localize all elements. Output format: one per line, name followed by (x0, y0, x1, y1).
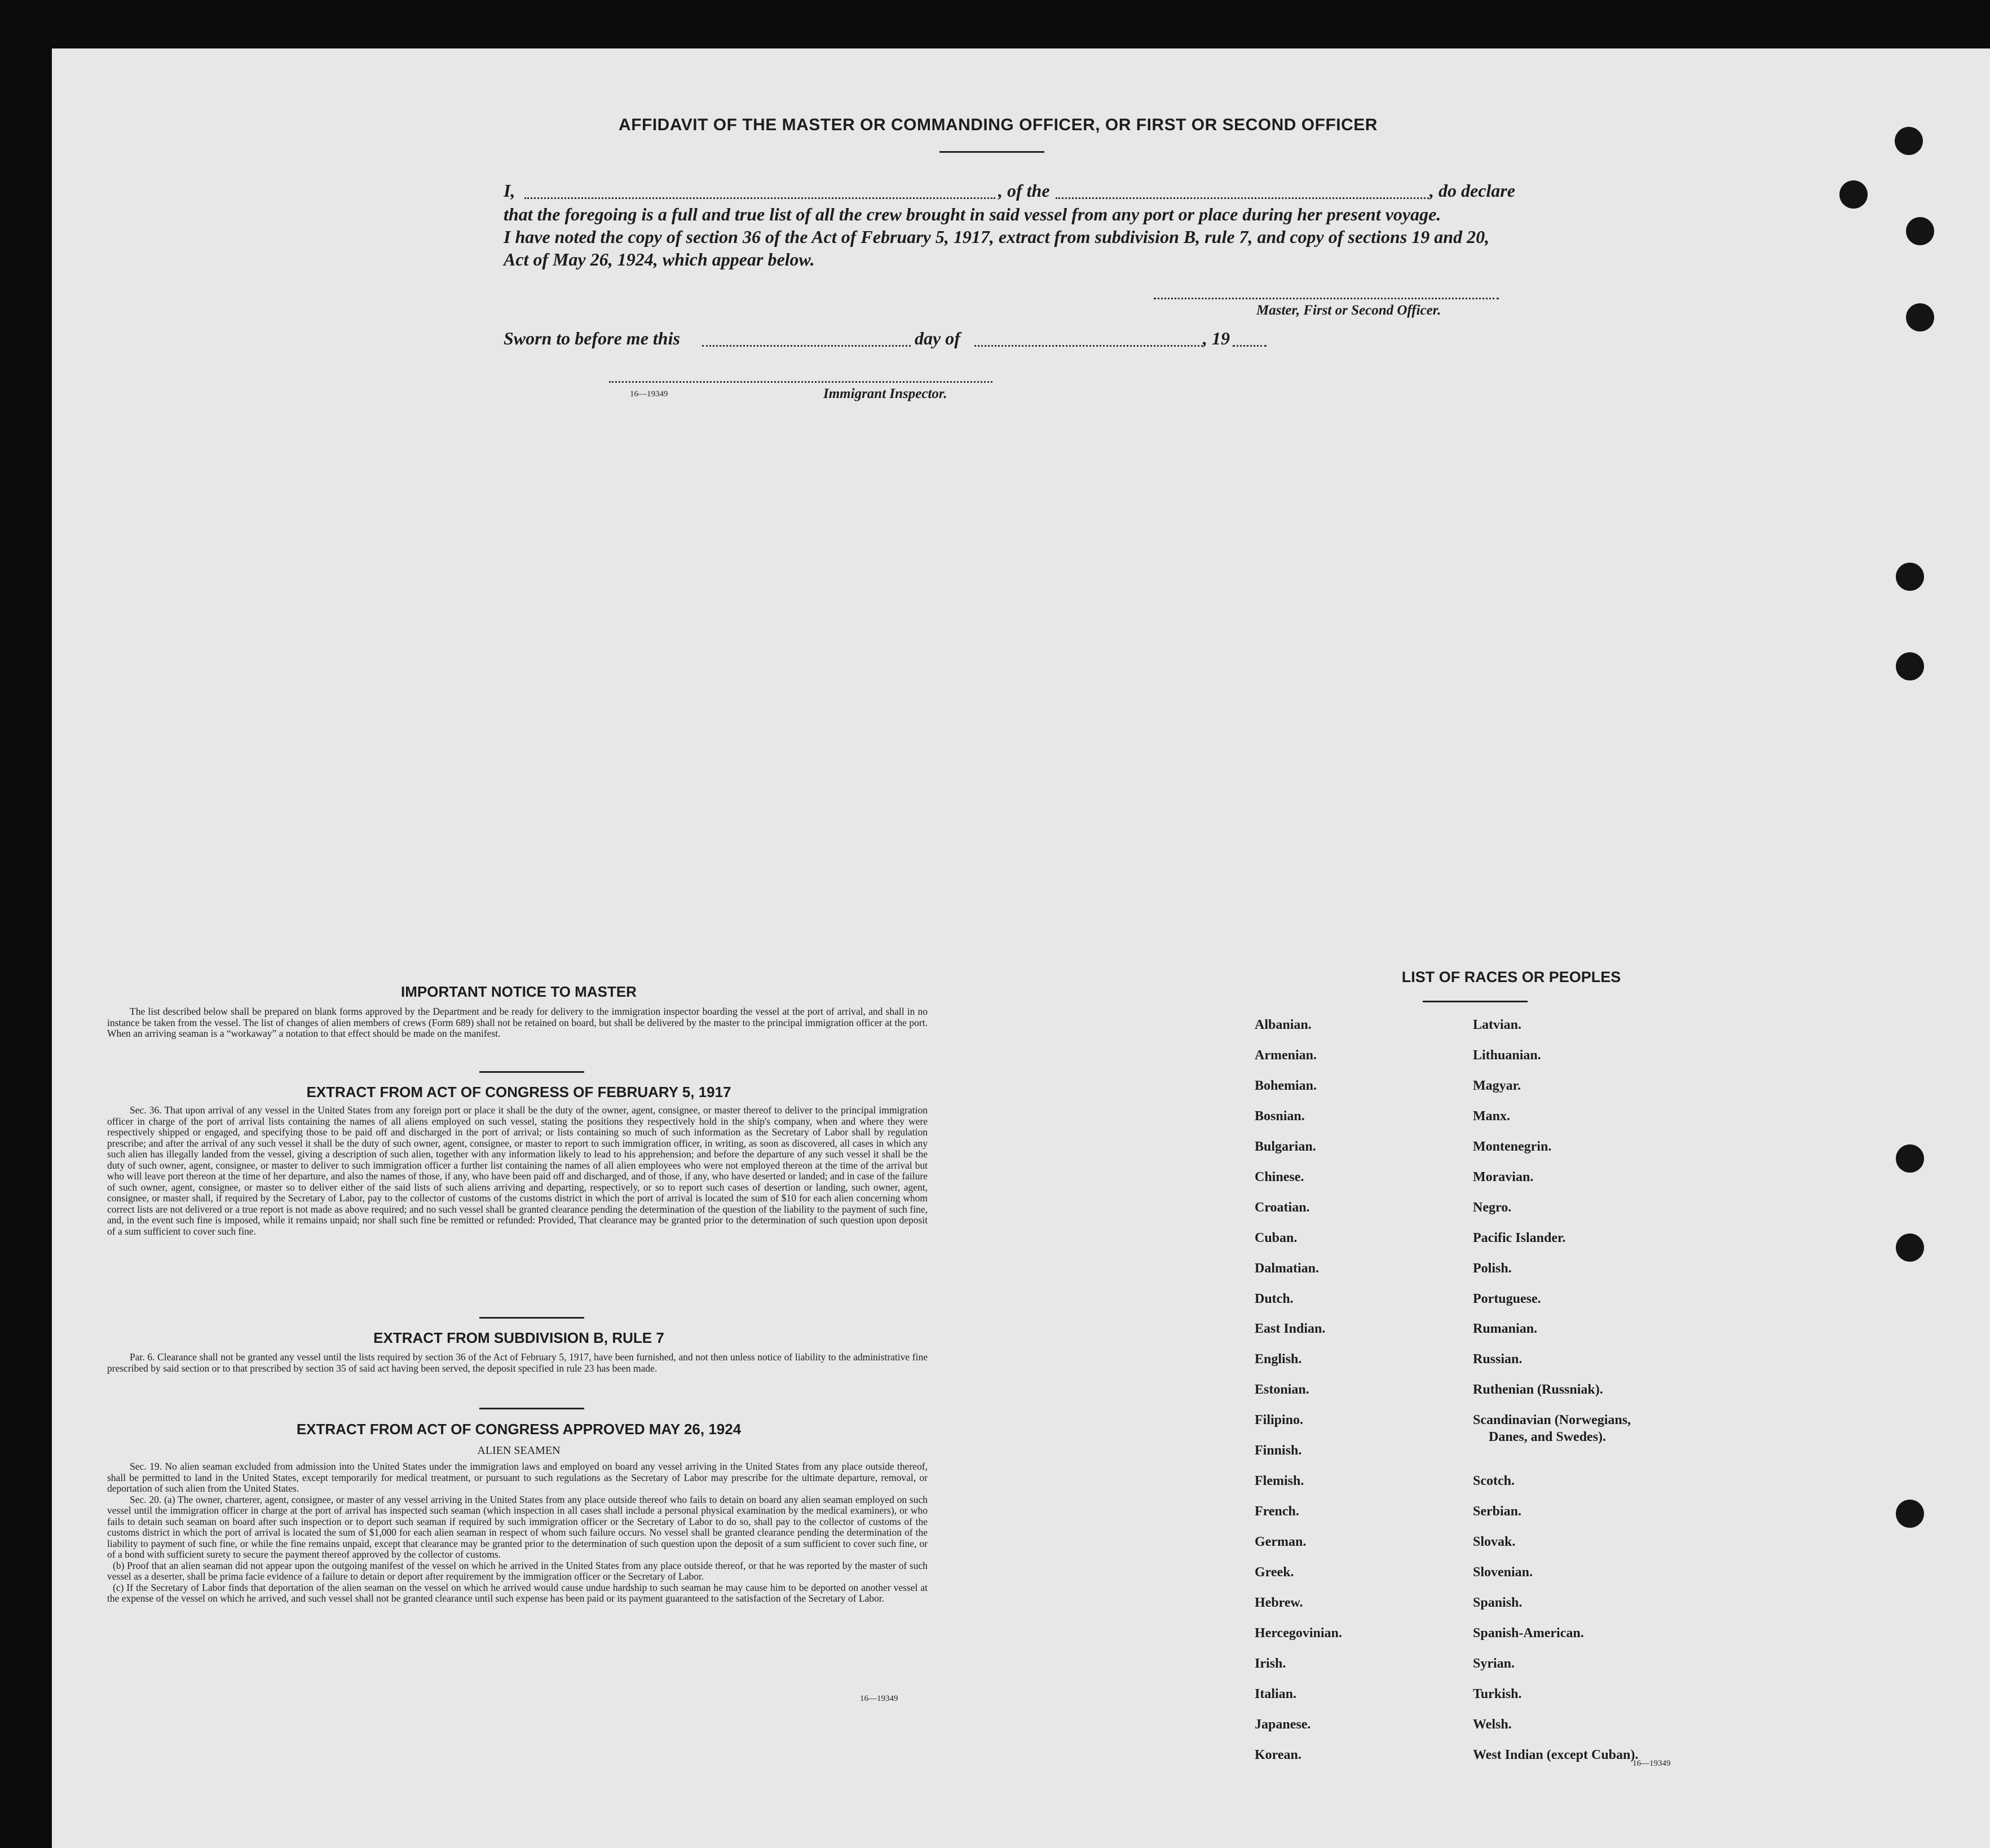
race-item: Italian. (1255, 1687, 1297, 1701)
race-item: Syrian. (1473, 1656, 1515, 1671)
race-item: Dutch. (1255, 1292, 1294, 1306)
races-title-underline (1423, 1001, 1528, 1002)
race-item: Moravian. (1473, 1170, 1534, 1184)
race-item: Russian. (1473, 1352, 1523, 1367)
notice-title: IMPORTANT NOTICE TO MASTER (401, 983, 637, 1000)
sec19-text: Sec. 19. No alien seaman excluded from admission into the United States under the immigration laws and employed on board any vessel arriving in the United States from any place outside thereof, shall be permitted to land in the United States, except temporarily for medical treatment, or pursuant to such regulations as the Secretary of Labor may prescribe for the ultimate departure, removal, or deportation of such alien from the United States. (107, 1461, 928, 1494)
race-item: Magyar. (1473, 1078, 1521, 1093)
affidavit-line-4: Act of May 26, 1924, which appear below. (504, 249, 815, 269)
sec20c-text: (c) If the Secretary of Labor finds that deportation of the alien seaman on the vessel on which he arrived would cause undue hardship to such seaman he may cause him to be deported on another vessel at the expense of the vessel on which he arrived, and such vessel shall not be granted clearance until such expense has been paid or its payment guaranteed to the satisfaction of the Secretary of Labor. (107, 1581, 928, 1604)
notice-divider (479, 1071, 584, 1073)
affidavit-do-declare-label: , do declare (1429, 180, 1515, 201)
vessel-name-field[interactable] (1056, 197, 1429, 199)
extract-1917-text: Sec. 36. That upon arrival of any vessel in the United States from any foreign port or place it shall be the duty of the owner, agent, consignee, or master thereof to deliver to the principal immigration officer in charge of the port of arrival lists containing the names of all aliens employed on such vessel, stating the positions they respectively hold in the ship's company, when and where they were respectively shipped or engaged, and specifying those to be paid off and discharged in the port of arrival; or lists containing so much of such information as the Secretary of Labor shall by regulation prescribe; and after the arrival of any such vessel it shall be the duty of such owner, agent, consignee, or master to report to such immigration officer, in writing, as soon as discovered, all cases in which any such alien has illegally landed from the vessel, giving a description of such alien, together with any information likely to lead to his apprehension; and before the departure of any such vessel it shall be the duty of such owner, agent, consignee, or master to deliver to such immigration officer a further list containing the names of all alien employees who were not employed thereon at the time of the arrival but who will leave port thereon at the time of her departure, and also the names of those, if any, who have been paid off and discharged, and of those, if any, who have deserted or landed; and in case of the failure of such owner, agent, consignee, or master so to deliver either of the said lists of such aliens arriving and departing, respectively, or so to report such cases of desertion or landing, such owner, agent, consignee, or master shall, if required by the Secretary of Labor, pay to the collector of customs of the customs district in which the port of arrival is located the sum of $10 for each alien concerning whom correct lists are not delivered or a true report is not made as above required; and no such vessel shall be granted clearance pending the determination of the question of the liability to the payment of such fine, and, in the event such fine is imposed, while it remains unpaid; nor shall such fine be remitted or refunded: Provided, That clearance may be granted prior to the determination of such question upon deposit of a sum sufficient to cover such fine. (107, 1104, 928, 1237)
race-item: Filipino. (1255, 1413, 1304, 1427)
rule7-title: EXTRACT FROM SUBDIVISION B, RULE 7 (373, 1329, 664, 1346)
race-item: Pacific Islander. (1473, 1231, 1566, 1245)
race-item: Irish. (1255, 1656, 1286, 1671)
race-item: Spanish. (1473, 1595, 1523, 1610)
race-item: Danes, and Swedes). (1489, 1430, 1607, 1444)
inspector-signature-field[interactable] (609, 381, 992, 383)
race-item: Latvian. (1473, 1018, 1522, 1032)
race-item: Greek. (1255, 1565, 1294, 1580)
race-item: Manx. (1473, 1109, 1510, 1124)
extract-1917-title: EXTRACT FROM ACT OF CONGRESS OF FEBRUARY 5, 1917 (306, 1084, 731, 1100)
rule7-text: Par. 6. Clearance shall not be granted any vessel until the lists required by section 36 of the Act of February 5, 1917, have been furnished, and not then unless notice of liability to the administrative fine prescribed by said section or to that prescribed by section 35 of said act having been served, the deposit specified in rule 23 has been made. (107, 1351, 928, 1374)
race-item: Welsh. (1473, 1717, 1512, 1732)
year-label: , 19 (1203, 328, 1230, 348)
race-item: Ruthenian (Russniak). (1473, 1382, 1603, 1397)
race-item: Bosnian. (1255, 1109, 1305, 1124)
rule7-divider (479, 1408, 584, 1409)
affidavit-of-the-label: , of the (998, 180, 1050, 201)
race-item: Armenian. (1255, 1048, 1317, 1063)
binder-hole (1839, 180, 1868, 209)
day-of-label: day of (915, 328, 960, 348)
race-item: German. (1255, 1535, 1307, 1549)
race-item: Dalmatian. (1255, 1261, 1319, 1276)
binder-hole (1896, 1500, 1924, 1528)
race-item: Slovak. (1473, 1535, 1516, 1549)
master-signature-caption: Master, First or Second Officer. (1256, 303, 1441, 318)
race-item: Chinese. (1255, 1170, 1304, 1184)
race-item: Hercegovinian. (1255, 1626, 1342, 1641)
sec20a-text: Sec. 20. (a) The owner, charterer, agent, consignee, or master of any vessel arriving in the United States from any place outside thereof who fails to detain on board any alien seaman employed on such vessel until the immigration officer in charge at the port of arrival has inspected such seaman (which inspection in all cases shall include a personal physical examination by the medical examiners), or who fails to detain such seaman on board after such inspection or to deport such seaman if required by such immigration officer or the Secretary of Labor to do so, shall pay to the collector of customs of the customs district in which the port of arrival is located the sum of $1,000 for each alien seaman in respect of whom such failure occurs. No vessel shall be granted clearance pending the determination of the liability to payment of such fine, or while the fine remains unpaid, except that clearance may be granted prior to the determination of such question upon the deposit of a sum sufficient to cover such fine, or of a bond with sufficient surety to secure the payment thereof approved by the collector of customs. (107, 1493, 928, 1560)
race-item: Serbian. (1473, 1504, 1522, 1519)
race-item: Rumanian. (1473, 1321, 1538, 1336)
race-item: East Indian. (1255, 1321, 1326, 1336)
notice-text: The list described below shall be prepared on blank forms approved by the Department and be ready for delivery to the immigration inspector boarding the vessel at the port of arrival, and shall in no instance be taken from the vessel. The list of changes of alien members of crews (Form 689) shall not be retained on board, but shall be delivered by the master to the principal immigration officer at the port. When an arriving seaman is a “workaway” a notation to that effect should be made on the manifest. (107, 1006, 928, 1039)
affidavit-form-number: 16—19349 (630, 390, 668, 399)
race-item: Finnish. (1255, 1443, 1302, 1458)
binder-hole (1895, 127, 1923, 155)
affidavit-i-label: I, (504, 180, 515, 201)
race-item: Negro. (1473, 1200, 1512, 1215)
race-item: Portuguese. (1473, 1292, 1541, 1306)
race-item: Montenegrin. (1473, 1139, 1552, 1154)
affidavit-line-2: that the foregoing is a full and true list of all the crew brought in said vessel from any port or place during her present voyage. (504, 204, 1441, 224)
binder-hole (1896, 1144, 1924, 1173)
race-item: Albanian. (1255, 1018, 1312, 1032)
sworn-month-field[interactable] (974, 345, 1203, 347)
race-item: Korean. (1255, 1748, 1301, 1762)
races-form-number: 16—19349 (1632, 1759, 1671, 1768)
title-underline (939, 151, 1044, 153)
race-item: English. (1255, 1352, 1302, 1367)
race-item: West Indian (except Cuban). (1473, 1748, 1639, 1762)
master-signature-field[interactable] (1154, 298, 1499, 299)
race-item: Scandinavian (Norwegians, (1473, 1413, 1631, 1427)
sworn-day-field[interactable] (702, 345, 911, 347)
extract-1924-title: EXTRACT FROM ACT OF CONGRESS APPROVED MAY 26, 1924 (296, 1421, 742, 1438)
extract-1924-subtitle: ALIEN SEAMEN (477, 1444, 561, 1457)
race-item: Estonian. (1255, 1382, 1309, 1397)
extract-1924-form-number: 16—19349 (860, 1694, 898, 1703)
race-item: Bohemian. (1255, 1078, 1317, 1093)
race-item: Slovenian. (1473, 1565, 1533, 1580)
race-item: Cuban. (1255, 1231, 1298, 1245)
race-item: Spanish-American. (1473, 1626, 1584, 1641)
binder-hole (1896, 563, 1924, 591)
sworn-year-field[interactable] (1233, 345, 1267, 347)
inspector-signature-caption: Immigrant Inspector. (823, 386, 947, 401)
sworn-label: Sworn to before me this (504, 328, 680, 348)
extract-1924-text (107, 1461, 928, 1604)
race-item: Bulgarian. (1255, 1139, 1316, 1154)
affidavit-line-3: I have noted the copy of section 36 of the Act of February 5, 1917, extract from subdivision B, rule 7, and copy of sections 19 and 20, (504, 227, 1490, 247)
binder-hole (1906, 217, 1934, 245)
race-item: French. (1255, 1504, 1299, 1519)
race-item: Japanese. (1255, 1717, 1311, 1732)
binder-hole (1896, 652, 1924, 680)
race-item: Flemish. (1255, 1474, 1304, 1488)
race-item: Croatian. (1255, 1200, 1310, 1215)
sec20b-text: (b) Proof that an alien seaman did not appear upon the outgoing manifest of the vessel on which he arrived in the United States from any place outside thereof, or that he was reported by the master of such vessel as a deserter, shall be prima facie evidence of a failure to detain or deport after requirement by the immigration officer or the Secretary of Labor. (107, 1559, 928, 1582)
affidavit-title: AFFIDAVIT OF THE MASTER OR COMMANDING OFFICER, OR FIRST OR SECOND OFFICER (619, 116, 1378, 134)
race-item: Lithuanian. (1473, 1048, 1541, 1063)
declarant-name-field[interactable] (524, 197, 995, 199)
race-item: Hebrew. (1255, 1595, 1303, 1610)
races-title: LIST OF RACES OR PEOPLES (1401, 969, 1621, 985)
race-item: Scotch. (1473, 1474, 1515, 1488)
extract-1917-divider (479, 1317, 584, 1319)
binder-hole (1906, 303, 1934, 331)
race-item: Turkish. (1473, 1687, 1522, 1701)
binder-hole (1896, 1234, 1924, 1262)
race-item: Polish. (1473, 1261, 1512, 1276)
